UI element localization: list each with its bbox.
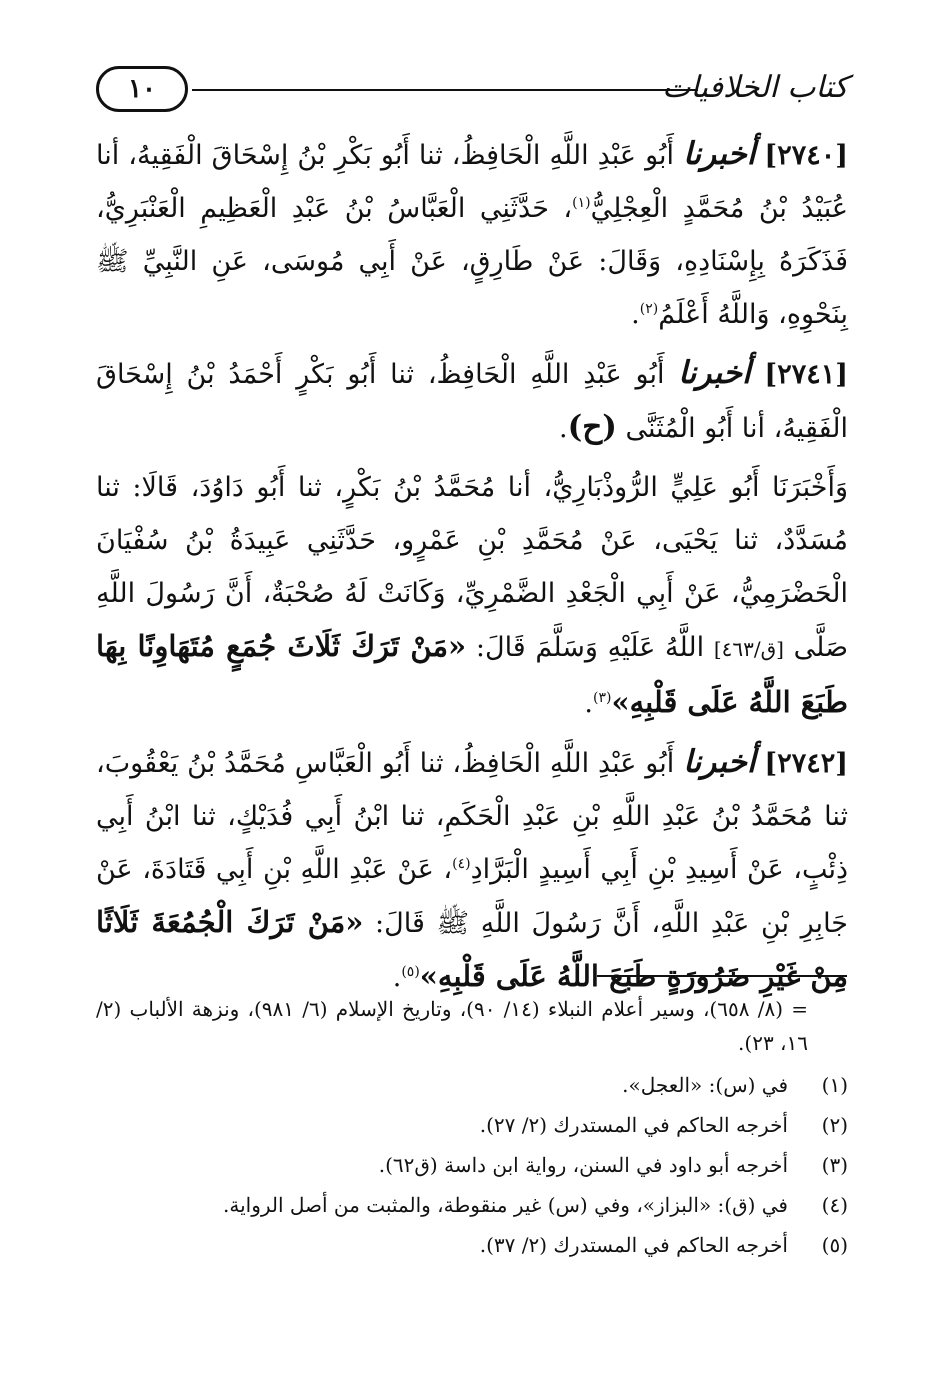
footnote-ref: (٤) xyxy=(452,856,471,872)
tahwil-mark: (ح) xyxy=(567,409,617,445)
footnote-text: في (س): «العجل». xyxy=(622,1073,788,1097)
footnote-item xyxy=(96,1108,848,1142)
hadith-text: أَبُو عَبْدِ اللَّهِ الْحَافِظُ، ثنا أَبُو بَكْرٍ أَحْمَدُ بْنُ إِسْحَاقَ الْفَقِيهُ، أنا أَبُو الْمُثَنَّى xyxy=(96,359,848,444)
hadith-text: اللَّهُ عَلَيْهِ وَسَلَّمَ قَالَ: xyxy=(466,632,714,663)
footnote-number: (٥) xyxy=(821,1233,848,1257)
hadith-text: وَأَخْبَرَنَا أَبُو عَلِيٍّ الرُّوذْبَارِيُّ، أنا مُحَمَّدُ بْنُ بَكْرٍ، ثنا أَبُو دَاوُدَ، قَالَا: ثنا مُسَدَّدٌ، ثنا يَحْيَى، عَنْ مُحَمَّدِ بْنِ عَمْرٍو، حَدَّثَنِي عَبِيدَةُ بْنُ سُفْيَانَ الْحَضْرَمِيُّ، عَنْ أَبِي الْجَعْدِ الضَّمْرِيِّ، وَكَانَتْ لَهُ صُحْبَةٌ، أَنَّ رَسُولَ اللَّهِ صَلَّى xyxy=(96,472,848,663)
prophetic-quote: «مَنْ تَرَكَ ثَلَاثَ جُمَعٍ مُتَهَاوِنًا بِهَا طَبَعَ اللَّهُ عَلَى قَلْبِهِ» xyxy=(96,629,848,719)
hadith-number: [٢٧٤٠] xyxy=(764,140,848,171)
hadith-2742 xyxy=(96,736,848,1004)
footnote-item xyxy=(96,1068,848,1102)
main-text xyxy=(96,128,848,1004)
prophetic-quote: «مَنْ تَرَكَ الْجُمُعَةَ ثَلَاثًا مِنْ غَيْرِ ضَرُورَةٍ طَبَعَ اللَّهُ عَلَى قَلْبِهِ» xyxy=(96,905,848,993)
hadith-number: [٢٧٤٢] xyxy=(764,748,848,779)
footnote-item xyxy=(96,1228,848,1262)
header-rule xyxy=(192,89,698,91)
footnote-text: أخرجه الحاكم في المستدرك (٢/ ٣٧). xyxy=(479,1233,788,1257)
footnote-ref: (٥) xyxy=(401,964,420,980)
hadith-number: [٢٧٤١] xyxy=(764,359,848,390)
footnote-text: أخرجه الحاكم في المستدرك (٢/ ٢٧). xyxy=(479,1113,788,1137)
hadith-text: أَبُو عَبْدِ اللَّهِ الْحَافِظُ، ثنا أَبُو الْعَبَّاسِ مُحَمَّدُ بْنُ يَعْقُوبَ، ثنا مُحَمَّدُ بْنُ عَبْدِ اللَّهِ بْنِ عَبْدِ الْحَكَمِ، ثنا ابْنُ أَبِي فُدَيْكٍ، ثنا ابْنُ أَبِي ذِئْبٍ، عَنْ أَسِيدِ بْنِ أَبِي أَسِيدٍ الْبَرَّادِ xyxy=(96,748,848,885)
hadith-text: ، حَدَّثَنِي الْعَبَّاسُ بْنُ عَبْدِ الْعَظِيمِ الْعَنْبَرِيُّ، فَذَكَرَهُ بِإِسْنَادِهِ، وَقَالَ: عَنْ طَارِقٍ، عَنْ أَبِي مُوسَى، عَنِ النَّبِيِّ ﷺ بِنَحْوِهِ، وَاللَّهُ أَعْلَمُ xyxy=(96,193,848,330)
hadith-text: ، عَنْ عَبْدِ اللَّهِ بْنِ أَبِي قَتَادَةَ، عَنْ جَابِرِ بْنِ عَبْدِ اللَّهِ، أَنَّ رَسُولَ اللَّهِ ﷺ قَالَ: xyxy=(96,854,848,939)
book-title: كتاب الخلافيات xyxy=(662,70,848,105)
footnote-number: (٣) xyxy=(821,1153,848,1177)
page-header xyxy=(96,62,848,122)
footnote-ref: (١) xyxy=(572,195,591,211)
hadith-end: . xyxy=(558,413,568,444)
hadith-lead-word: أخبرنا xyxy=(678,355,751,391)
footnote-number: (١) xyxy=(821,1073,848,1097)
footnote-continuation: = (٨/ ٦٥٨)، وسير أعلام النبلاء (١٤/ ٩٠)، وتاريخ الإسلام (٦/ ٩٨١)، ونزهة الألباب (٢/ ١٦، ٢٣). xyxy=(96,997,808,1055)
footnote-number: (٤) xyxy=(821,1193,848,1217)
footnote-separator xyxy=(597,975,847,977)
footnotes xyxy=(96,992,848,1268)
hadith-end: . xyxy=(631,299,640,330)
hadith-2741 xyxy=(96,347,848,455)
hadith-lead-word: أخبرنا xyxy=(683,136,756,172)
hadith-2740 xyxy=(96,128,848,341)
hadith-text: أَبُو عَبْدِ اللَّهِ الْحَافِظُ، ثنا أَبُو بَكْرِ بْنُ إِسْحَاقَ الْفَقِيهُ، أنا عُبَيْدُ بْنُ مُحَمَّدٍ الْعِجْلِيُّ xyxy=(96,140,848,224)
page-number: ١٠ xyxy=(96,66,188,112)
hadith-end: . xyxy=(584,688,593,719)
footnote-item xyxy=(96,1188,848,1222)
footnote-ref: (٢) xyxy=(639,301,659,317)
footnote-text: في (ق): «البزاز»، وفي (س) غير منقوطة، والمثبت من أصل الرواية. xyxy=(222,1193,788,1217)
footnote-text: أخرجه أبو داود في السنن، رواية ابن داسة (ق٦٢). xyxy=(378,1153,788,1177)
manuscript-page-ref: [ق/٤٦٣] xyxy=(713,637,784,661)
hadith-2741-second-chain xyxy=(96,461,848,730)
hadith-lead-word: أخبرنا xyxy=(683,744,756,780)
footnote-item xyxy=(96,1148,848,1182)
hadith-end: . xyxy=(392,962,402,993)
footnote-ref: (٣) xyxy=(592,690,612,706)
footnote-number: (٢) xyxy=(821,1113,848,1137)
